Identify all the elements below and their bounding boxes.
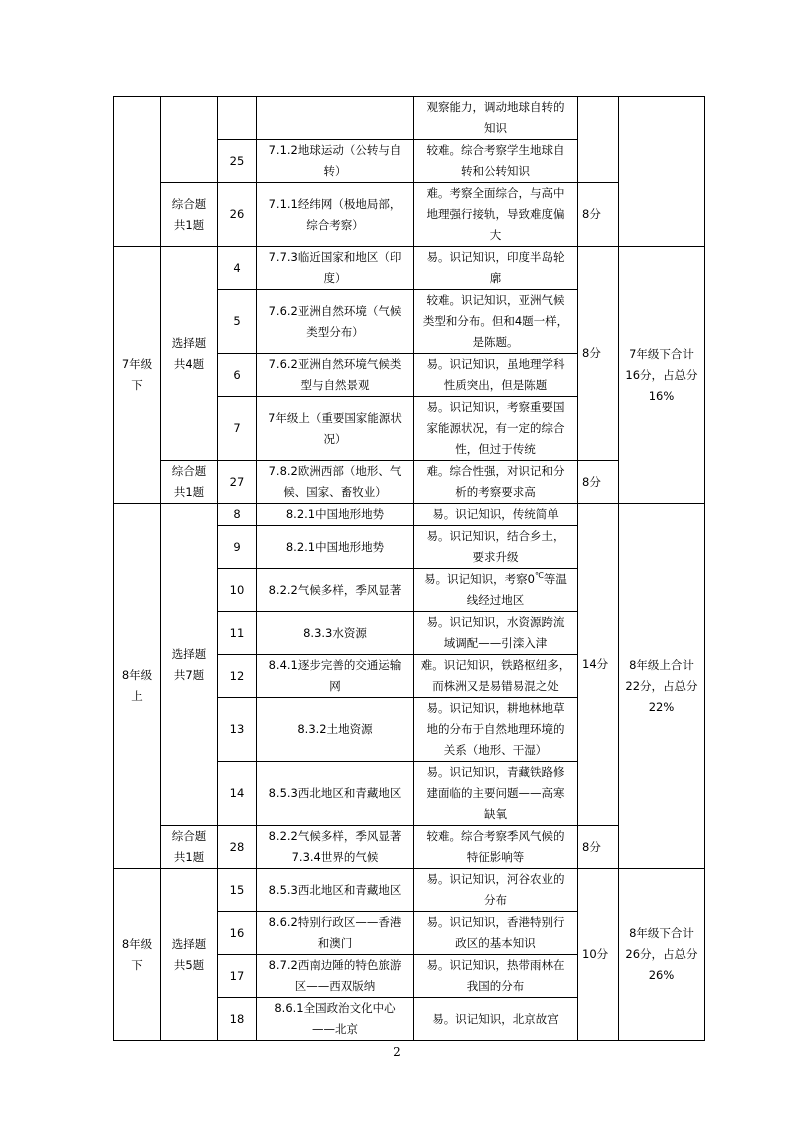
table-row [114,183,705,247]
knowledge-point: 7.7.3临近国家和地区（印 度） [257,247,414,290]
score: 10分 [578,869,619,1041]
table-row [114,247,705,290]
question-number: 28 [218,826,257,869]
difficulty-analysis: 易。识记知识，传统简单 [414,504,578,526]
analysis-text-part: 易。识记知识，考察0 [424,572,535,586]
question-number: 6 [218,354,257,397]
difficulty-analysis: 易。识记知识，结合乡土， 要求升级 [414,526,578,569]
knowledge-point [257,97,414,140]
question-type: 选择题 共7题 [161,504,218,826]
question-number: 25 [218,140,257,183]
question-number: 26 [218,183,257,247]
score: 8分 [578,183,619,247]
analysis-text-part: 等温 线经过地区 [466,572,567,607]
question-number: 13 [218,698,257,762]
knowledge-point: 7.6.2亚洲自然环境（气候 类型分布） [257,290,414,354]
score: 8分 [578,826,619,869]
grade-summary: 8年级下合计 26分，占总分 26% [619,869,705,1041]
grade-label: 8年级 下 [114,869,161,1041]
difficulty-analysis [414,569,578,612]
difficulty-analysis: 难。考察全面综合，与高中 地理强行接轨，导致难度偏 大 [414,183,578,247]
difficulty-analysis: 易。识记知识，北京故宫 [414,998,578,1041]
knowledge-point: 7.1.2地球运动（公转与自 转） [257,140,414,183]
difficulty-analysis: 易。识记知识，考察重要国 家能源状况，有一定的综合 性，但过于传统 [414,397,578,461]
difficulty-analysis: 易。识记知识，热带雨林在 我国的分布 [414,955,578,998]
table-row [114,97,705,140]
difficulty-analysis: 易。识记知识，河谷农业的 分布 [414,869,578,912]
grade-label: 8年级 上 [114,504,161,869]
knowledge-point: 8.5.3西北地区和青藏地区 [257,762,414,826]
difficulty-analysis: 易。识记知识，青藏铁路修 建面临的主要问题——高寒 缺氧 [414,762,578,826]
question-type: 选择题 共4题 [161,247,218,461]
difficulty-analysis: 观察能力，调动地球自转的 知识 [414,97,578,140]
question-number: 14 [218,762,257,826]
difficulty-analysis: 难。识记知识，铁路枢纽多， 而株洲又是易错易混之处 [414,655,578,698]
knowledge-point: 7年级上（重要国家能源状 况） [257,397,414,461]
question-number: 11 [218,612,257,655]
table-row [114,826,705,869]
score: 8分 [578,461,619,504]
knowledge-point: 8.4.1逐步完善的交通运输 网 [257,655,414,698]
grade-cell [114,97,161,247]
question-type: 综合题 共1题 [161,183,218,247]
question-number: 17 [218,955,257,998]
question-type: 综合题 共1题 [161,461,218,504]
difficulty-analysis: 较难。识记知识，亚洲气候 类型和分布。但和4题一样， 是陈题。 [414,290,578,354]
question-type: 选择题 共5题 [161,869,218,1041]
knowledge-point: 7.1.1经纬网（极地局部， 综合考察） [257,183,414,247]
question-number: 18 [218,998,257,1041]
score-cell [578,97,619,183]
difficulty-analysis: 易。识记知识，香港特别行 政区的基本知识 [414,912,578,955]
table-row [114,869,705,912]
grade-summary [619,97,705,247]
question-number: 4 [218,247,257,290]
knowledge-point: 8.2.1中国地形地势 [257,504,414,526]
knowledge-point: 7.8.2欧洲西部（地形、气 候、国家、畜牧业） [257,461,414,504]
question-type-cell [161,97,218,183]
score: 14分 [578,504,619,826]
question-number: 12 [218,655,257,698]
question-type: 综合题 共1题 [161,826,218,869]
difficulty-analysis: 易。识记知识，耕地林地草 地的分布于自然地理环境的 关系（地形、干湿） [414,698,578,762]
table-row [114,504,705,526]
knowledge-point: 8.2.2气候多样，季风显著 7.3.4世界的气候 [257,826,414,869]
knowledge-point: 8.7.2西南边陲的特色旅游 区——西双版纳 [257,955,414,998]
knowledge-point: 8.3.3水资源 [257,612,414,655]
page-number: 2 [393,1045,401,1059]
question-number: 16 [218,912,257,955]
knowledge-point: 8.6.1全国政治文化中心 ——北京 [257,998,414,1041]
difficulty-analysis: 易。识记知识，水资源跨流 域调配——引滦入津 [414,612,578,655]
difficulty-analysis: 难。综合性强，对识记和分 析的考察要求高 [414,461,578,504]
exam-analysis-table [113,96,705,1041]
difficulty-analysis: 较难。综合考察学生地球自 转和公转知识 [414,140,578,183]
table-row [114,461,705,504]
knowledge-point: 8.2.2气候多样，季风显著 [257,569,414,612]
question-number: 27 [218,461,257,504]
knowledge-point: 7.6.2亚洲自然环境气候类 型与自然景观 [257,354,414,397]
knowledge-point: 8.2.1中国地形地势 [257,526,414,569]
knowledge-point: 8.6.2特别行政区——香港 和澳门 [257,912,414,955]
question-number: 5 [218,290,257,354]
difficulty-analysis: 较难。综合考察季风气候的 特征影响等 [414,826,578,869]
difficulty-analysis: 易。识记知识，印度半岛轮 廓 [414,247,578,290]
grade-label: 7年级 下 [114,247,161,504]
grade-summary: 8年级上合计 22分，占总分 22% [619,504,705,869]
question-number: 9 [218,526,257,569]
knowledge-point: 8.3.2土地资源 [257,698,414,762]
grade-summary: 7年级下合计 16分，占总分 16% [619,247,705,504]
question-number: 7 [218,397,257,461]
question-number: 10 [218,569,257,612]
score: 8分 [578,247,619,461]
degree-symbol: ℃ [534,571,544,581]
knowledge-point: 8.5.3西北地区和青藏地区 [257,869,414,912]
question-number [218,97,257,140]
difficulty-analysis: 易。识记知识，虽地理学科 性质突出，但是陈题 [414,354,578,397]
question-number: 8 [218,504,257,526]
question-number: 15 [218,869,257,912]
